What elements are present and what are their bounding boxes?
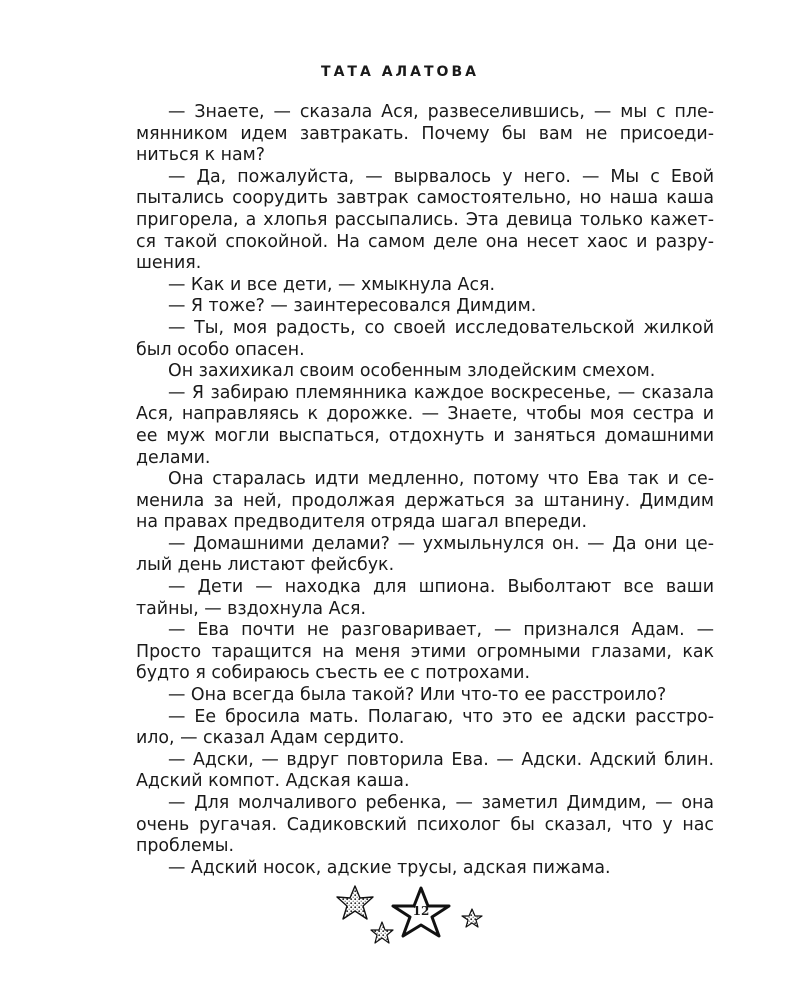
folio-ornament [330, 882, 490, 952]
paragraph: — Адски, — вдруг повторила Ева. — Адски. Адский блин. Адский компот. Адская каша. [136, 749, 714, 792]
paragraph: — Знаете, — сказала Ася, развеселившись, — мы с племянником идем завтракать. Почему бы вам не присоединиться к нам? [136, 102, 714, 166]
sparkle-star-icon [371, 922, 393, 943]
paragraph: — Для молчаливого ребенка, — заметил Димдим, — она очень ругачая. Садиковский психолог бы сказал, что у нас проблемы. [136, 793, 714, 857]
page-number: 12 [412, 904, 430, 918]
paragraph: — Дети — находка для шпиона. Выболтают все ваши тайны, — вздохнула Ася. [136, 577, 714, 619]
paragraph: — Адский носок, адские трусы, адская пижама. [168, 857, 611, 878]
paragraph: — Как и все дети, — хмыкнула Ася. [168, 274, 496, 295]
paragraph: — Домашними делами? — ухмыльнулся он. — Да они целый день листают фейсбук. [136, 533, 714, 576]
small-star-icon [462, 909, 482, 927]
paragraph: — Да, пожалуйста, — вырвалось у него. — Мы с Евой пытались соорудить завтрак самостоятельно, но наша каша пригорела, а хлопья рассыпались. Эта девица только кажется такой спокойной. На самом деле она несет хаос и разрушения. [136, 166, 714, 274]
paragraph: — Ее бросила мать. Полагаю, что это ее адски расстроило, — сказал Адам сердито. [136, 706, 714, 749]
body-text [136, 102, 714, 879]
paragraph: — Она всегда была такой? Или что-то ее расстроило? [168, 685, 667, 706]
paragraph: — Я тоже? — заинтересовался Димдим. [168, 296, 537, 317]
sparkle-star-icon [337, 886, 373, 919]
running-head: ТАТА АЛАТОВА [321, 64, 479, 80]
paragraph: Она старалась идти медленно, потому что Ева так и семенила за ней, продолжая держаться за штанину. Димдим на правах предводителя отряда шагал впереди. [136, 469, 714, 533]
paragraph: Он захихикал своим особенным злодейским смехом. [168, 361, 656, 382]
paragraph: — Ты, моя радость, со своей исследовательской жилкой был особо опасен. [136, 317, 714, 360]
paragraph: — Я забираю племянника каждое воскресенье, — сказала Ася, направляясь к дорожке. — Знаете, чтобы моя сестра и ее муж могли выспаться, отдохнуть и заняться домашними делами. [136, 382, 714, 468]
paragraph: — Ева почти не разговаривает, — признался Адам. — Просто таращится на меня этими огромными глазами, как будто я собираюсь съесть ее с потрохами. [136, 620, 714, 684]
